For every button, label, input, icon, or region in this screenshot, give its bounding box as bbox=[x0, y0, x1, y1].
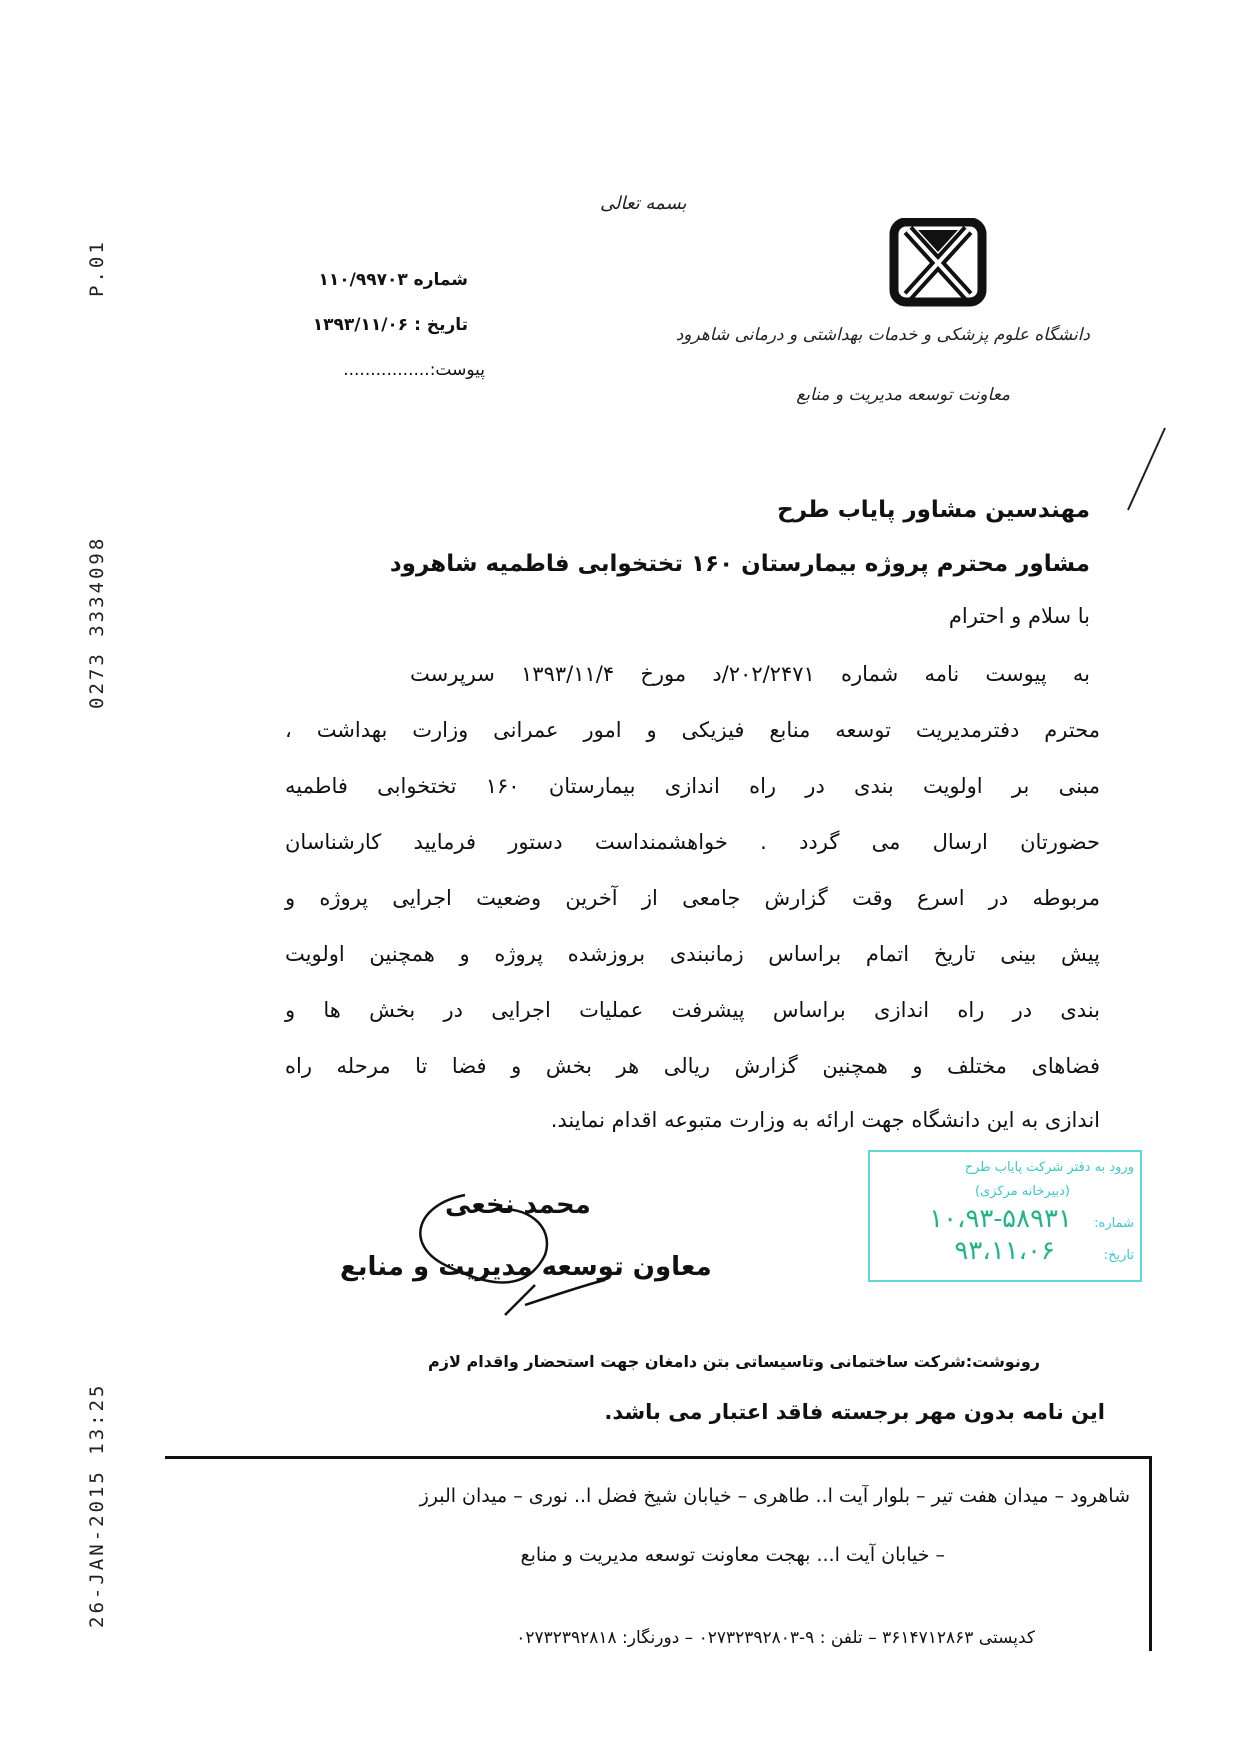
signatory-name: محمد نخعی bbox=[445, 1190, 591, 1220]
logo-icon bbox=[888, 218, 988, 308]
university-name: دانشگاه علوم پزشکی و خدمات بهداشتی و درمانی شاهرود bbox=[675, 325, 1090, 345]
validity-notice: این نامه بدون مهر برجسته فاقد اعتبار می باشد. bbox=[604, 1400, 1105, 1424]
body-line: به پیوست نامه شماره ۲۰۲/۲۴۷۱/د مورخ ۱۳۹۳/۱۱/۴ سرپرست bbox=[410, 662, 1090, 686]
university-logo bbox=[888, 218, 988, 308]
fax-timestamp: 26-JAN-2015 13:25 bbox=[86, 1382, 108, 1628]
receipt-stamp bbox=[868, 1150, 1142, 1282]
body-line: فضاهای مختلف و همچنین گزارش ریالی هر بخش و فضا تا مرحله راه bbox=[285, 1054, 1100, 1078]
addressee-line1: مهندسین مشاور پایاب طرح bbox=[777, 497, 1090, 523]
number-label: شماره bbox=[413, 270, 468, 290]
greeting: با سلام و احترام bbox=[948, 604, 1090, 628]
body-line: مربوطه در اسرع وقت گزارش جامعی از آخرین وضعیت اجرایی پروژه و bbox=[285, 886, 1100, 910]
date-label: تاریخ : bbox=[414, 315, 468, 335]
stamp-header: ورود به دفتر شرکت پایاب طرح bbox=[964, 1160, 1134, 1175]
fax-number: 0273 3334098 bbox=[86, 535, 108, 710]
fax-page-number: P.01 bbox=[86, 239, 108, 297]
footer-divider bbox=[165, 1456, 1152, 1459]
letter-number bbox=[319, 270, 468, 290]
attachment-value: ................ bbox=[343, 360, 430, 380]
body-line: مبنی بر اولویت بندی در راه اندازی بیمارستان ۱۶۰ تختخوابی فاطمیه bbox=[285, 774, 1101, 798]
stamp-number-label: شماره: bbox=[1094, 1216, 1134, 1231]
stamp-subheader: (دبیرخانه مرکزی) bbox=[974, 1184, 1070, 1199]
number-value: ۱۱۰/۹۹۷۰۳ bbox=[318, 270, 408, 290]
body-line: پیش بینی تاریخ اتمام براساس زمانبندی بروزشده پروژه و همچنین اولویت bbox=[285, 942, 1100, 966]
addressee-line2: مشاور محترم پروژه بیمارستان ۱۶۰ تختخوابی فاطمیه شاهرود bbox=[389, 551, 1090, 577]
letter-attachment bbox=[343, 360, 485, 380]
footer-border bbox=[1149, 1456, 1152, 1651]
stamp-number-value: ۱۰،۹۳-۵۸۹۳۱ bbox=[929, 1204, 1072, 1234]
footer-address-line1: شاهرود – میدان هفت تیر – بلوار آیت ا.. طاهری – خیابان شیخ فضل ا.. نوری – میدان البرز bbox=[419, 1485, 1130, 1507]
stamp-date-value: ۹۳،۱۱،۰۶ bbox=[954, 1236, 1055, 1266]
body-line: بندی در راه اندازی براساس پیشرفت عملیات اجرایی در بخش ها و bbox=[285, 998, 1100, 1022]
body-line: اندازی به این دانشگاه جهت ارائه به وزارت متبوعه اقدام نمایند. bbox=[550, 1108, 1100, 1132]
stamp-date-label: تاریخ: bbox=[1103, 1248, 1134, 1263]
footer-address-line2: – خیابان آیت ا... بهجت معاونت توسعه مدیریت و منابع bbox=[520, 1544, 945, 1566]
department-name: معاونت توسعه مدیریت و منابع bbox=[796, 385, 1010, 405]
date-value: ۱۳۹۳/۱۱/۰۶ bbox=[312, 315, 409, 335]
body-line: محترم دفترمدیریت توسعه منابع فیزیکی و امور عمرانی وزارت بهداشت ، bbox=[285, 718, 1100, 742]
attachment-label: پیوست: bbox=[429, 360, 485, 380]
footer-contact: کدپستی ۳۶۱۴۷۱۲۸۶۳ – تلفن : ۹-۰۲۷۳۲۳۹۲۸۰۳ – دورنگار: ۰۲۷۳۲۳۹۲۸۱۸ bbox=[516, 1628, 1035, 1648]
body-line: حضورتان ارسال می گردد . خواهشمنداست دستور فرمایید کارشناسان bbox=[285, 830, 1100, 854]
cc-line: رونوشت:شرکت ساختمانی وتاسیساتی بتن دامغان جهت استحضار واقدام لازم bbox=[428, 1352, 1040, 1371]
signatory-title: معاون توسعه مدیریت و منابع bbox=[340, 1252, 712, 1282]
invocation: بسمه تعالی bbox=[600, 193, 687, 214]
pen-mark-icon bbox=[1120, 425, 1170, 515]
letter-date bbox=[313, 315, 468, 335]
